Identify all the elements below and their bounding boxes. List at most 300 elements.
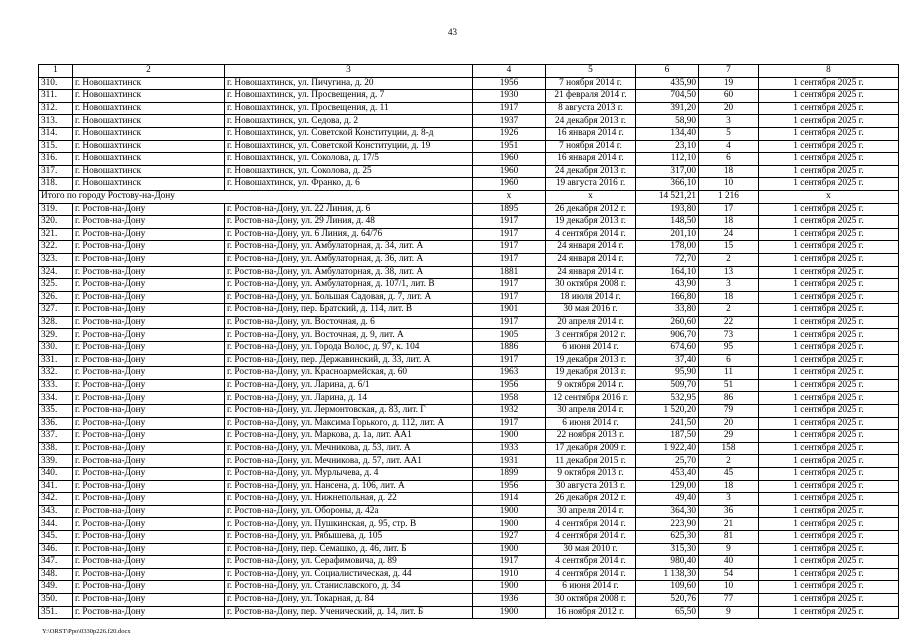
table-row	[39, 102, 899, 115]
cell-cnt: 17	[699, 203, 759, 216]
subtotal-cnt: 1 216	[699, 190, 759, 203]
cell-loc: г. Ростов-на-Дону	[73, 505, 225, 518]
cell-n: 347.	[39, 556, 73, 569]
table-row	[39, 165, 899, 178]
cell-area: 23,10	[636, 140, 699, 153]
cell-area: 364,30	[636, 505, 699, 518]
cell-addr: г. Ростов-на-Дону, ул. Восточная, д. 9, лит. А	[225, 329, 473, 342]
cell-loc: г. Ростов-на-Дону	[73, 493, 225, 506]
cell-addr: г. Ростов-на-Дону, ул. Нижнепольная, д. 22	[225, 493, 473, 506]
cell-addr: г. Ростов-на-Дону, ул. Серафимовича, д. 89	[225, 556, 473, 569]
cell-plan: 1 сентября 2025 г.	[759, 530, 899, 543]
cell-loc: г. Ростов-на-Дону	[73, 203, 225, 216]
table-row	[39, 556, 899, 569]
cell-year: 1956	[473, 379, 546, 392]
cell-cnt: 40	[699, 556, 759, 569]
cell-n: 310.	[39, 77, 73, 90]
cell-date: 26 декабря 2012 г.	[546, 493, 636, 506]
cell-plan: 1 сентября 2025 г.	[759, 593, 899, 606]
cell-cnt: 3	[699, 279, 759, 292]
cell-year: 1900	[473, 505, 546, 518]
cell-date: 6 июня 2014 г.	[546, 417, 636, 430]
cell-addr: г. Ростов-на-Дону, ул. Ларина, д. 6/1	[225, 379, 473, 392]
table-row	[39, 115, 899, 128]
cell-loc: г. Ростов-на-Дону	[73, 216, 225, 229]
cell-area: 164,10	[636, 266, 699, 279]
cell-cnt: 6	[699, 153, 759, 166]
cell-loc: г. Ростов-на-Дону	[73, 354, 225, 367]
cell-plan: 1 сентября 2025 г.	[759, 417, 899, 430]
cell-area: 49,40	[636, 493, 699, 506]
cell-area: 178,00	[636, 241, 699, 254]
cell-addr: г. Ростов-на-Дону, ул. 22 Линия, д. 6	[225, 203, 473, 216]
cell-cnt: 15	[699, 241, 759, 254]
cell-year: 1958	[473, 392, 546, 405]
cell-date: 30 апреля 2014 г.	[546, 405, 636, 418]
cell-plan: 1 сентября 2025 г.	[759, 581, 899, 594]
cell-plan: 1 сентября 2025 г.	[759, 77, 899, 90]
cell-loc: г. Ростов-на-Дону	[73, 606, 225, 619]
cell-n: 342.	[39, 493, 73, 506]
cell-cnt: 21	[699, 518, 759, 531]
cell-addr: г. Ростов-на-Дону, ул. Обороны, д. 42а	[225, 505, 473, 518]
cell-cnt: 81	[699, 530, 759, 543]
cell-plan: 1 сентября 2025 г.	[759, 480, 899, 493]
cell-date: 24 января 2014 г.	[546, 253, 636, 266]
cell-area: 509,70	[636, 379, 699, 392]
cell-plan: 1 сентября 2025 г.	[759, 304, 899, 317]
cell-year: 1917	[473, 279, 546, 292]
cell-addr: г. Новошахтинск, ул. Советской Конституции, д. 19	[225, 140, 473, 153]
cell-plan: 1 сентября 2025 г.	[759, 216, 899, 229]
cell-n: 327.	[39, 304, 73, 317]
cell-year: 1914	[473, 493, 546, 506]
cell-date: 19 августа 2016 г.	[546, 178, 636, 191]
cell-loc: г. Ростов-на-Дону	[73, 241, 225, 254]
cell-date: 26 декабря 2012 г.	[546, 203, 636, 216]
cell-addr: г. Ростов-на-Дону, ул. Токарная, д. 84	[225, 593, 473, 606]
cell-date: 24 января 2014 г.	[546, 266, 636, 279]
cell-loc: г. Ростов-на-Дону	[73, 518, 225, 531]
cell-loc: г. Ростов-на-Дону	[73, 253, 225, 266]
cell-n: 337.	[39, 430, 73, 443]
cell-plan: 1 сентября 2025 г.	[759, 367, 899, 380]
cell-plan: 1 сентября 2025 г.	[759, 316, 899, 329]
cell-addr: г. Новошахтинск, ул. Просвещения, д. 11	[225, 102, 473, 115]
cell-n: 345.	[39, 530, 73, 543]
header-row	[39, 65, 899, 78]
cell-plan: 1 сентября 2025 г.	[759, 140, 899, 153]
cell-addr: г. Ростов-на-Дону, ул. Амбулаторная, д. 34, лит. А	[225, 241, 473, 254]
table-row	[39, 316, 899, 329]
cell-area: 37,40	[636, 354, 699, 367]
cell-date: 4 сентября 2014 г.	[546, 228, 636, 241]
table-row	[39, 178, 899, 191]
cell-n: 322.	[39, 241, 73, 254]
cell-addr: г. Ростов-на-Дону, пер. Державинский, д. 33, лит. А	[225, 354, 473, 367]
cell-n: 318.	[39, 178, 73, 191]
table-row	[39, 253, 899, 266]
cell-plan: 1 сентября 2025 г.	[759, 203, 899, 216]
cell-date: 16 января 2014 г.	[546, 127, 636, 140]
table-row	[39, 203, 899, 216]
cell-year: 1917	[473, 228, 546, 241]
cell-loc: г. Ростов-на-Дону	[73, 581, 225, 594]
cell-year: 1963	[473, 367, 546, 380]
cell-date: 30 мая 2016 г.	[546, 304, 636, 317]
cell-plan: 1 сентября 2025 г.	[759, 90, 899, 103]
cell-area: 201,10	[636, 228, 699, 241]
table-row	[39, 480, 899, 493]
cell-loc: г. Ростов-на-Дону	[73, 417, 225, 430]
page-number: 43	[448, 27, 457, 37]
cell-cnt: 20	[699, 417, 759, 430]
table-row	[39, 392, 899, 405]
cell-n: 319.	[39, 203, 73, 216]
cell-addr: г. Ростов-на-Дону, ул. Максима Горького, д. 112, лит. А	[225, 417, 473, 430]
cell-loc: г. Ростов-на-Дону	[73, 430, 225, 443]
cell-date: 3 сентября 2012 г.	[546, 329, 636, 342]
header-cell: 3	[225, 65, 473, 78]
cell-area: 148,50	[636, 216, 699, 229]
cell-n: 325.	[39, 279, 73, 292]
cell-cnt: 79	[699, 405, 759, 418]
cell-year: 1917	[473, 291, 546, 304]
cell-addr: г. Ростов-на-Дону, ул. Станиславского, д. 34	[225, 581, 473, 594]
cell-addr: г. Новошахтинск, ул. Просвещения, д. 7	[225, 90, 473, 103]
cell-date: 4 сентября 2014 г.	[546, 568, 636, 581]
cell-plan: 1 сентября 2025 г.	[759, 253, 899, 266]
cell-date: 24 января 2014 г.	[546, 241, 636, 254]
cell-n: 313.	[39, 115, 73, 128]
cell-date: 30 августа 2013 г.	[546, 480, 636, 493]
cell-cnt: 95	[699, 342, 759, 355]
cell-loc: г. Ростов-на-Дону	[73, 266, 225, 279]
cell-plan: 1 сентября 2025 г.	[759, 279, 899, 292]
cell-year: 1960	[473, 165, 546, 178]
cell-n: 346.	[39, 543, 73, 556]
cell-date: 9 октября 2014 г.	[546, 379, 636, 392]
cell-loc: г. Ростов-на-Дону	[73, 304, 225, 317]
table-row	[39, 442, 899, 455]
cell-cnt: 36	[699, 505, 759, 518]
cell-loc: г. Ростов-на-Дону	[73, 593, 225, 606]
cell-n: 316.	[39, 153, 73, 166]
cell-n: 324.	[39, 266, 73, 279]
cell-area: 166,80	[636, 291, 699, 304]
cell-n: 334.	[39, 392, 73, 405]
table-row	[39, 530, 899, 543]
cell-addr: г. Ростов-на-Дону, ул. Мурлычева, д. 4	[225, 468, 473, 481]
cell-area: 33,80	[636, 304, 699, 317]
cell-year: 1927	[473, 530, 546, 543]
cell-plan: 1 сентября 2025 г.	[759, 405, 899, 418]
cell-n: 335.	[39, 405, 73, 418]
cell-plan: 1 сентября 2025 г.	[759, 455, 899, 468]
cell-cnt: 51	[699, 379, 759, 392]
cell-area: 109,60	[636, 581, 699, 594]
table-row	[39, 455, 899, 468]
cell-cnt: 73	[699, 329, 759, 342]
cell-loc: г. Новошахтинск	[73, 165, 225, 178]
cell-date: 30 апреля 2014 г.	[546, 505, 636, 518]
cell-addr: г. Новошахтинск, ул. Пичугина, д. 20	[225, 77, 473, 90]
cell-loc: г. Новошахтинск	[73, 140, 225, 153]
cell-cnt: 2	[699, 304, 759, 317]
cell-year: 1956	[473, 480, 546, 493]
cell-n: 330.	[39, 342, 73, 355]
header-cell: 7	[699, 65, 759, 78]
cell-plan: 1 сентября 2025 г.	[759, 178, 899, 191]
cell-area: 187,50	[636, 430, 699, 443]
cell-year: 1931	[473, 455, 546, 468]
cell-year: 1936	[473, 593, 546, 606]
cell-plan: 1 сентября 2025 г.	[759, 518, 899, 531]
cell-addr: г. Новошахтинск, ул. Седова, д. 2	[225, 115, 473, 128]
cell-cnt: 10	[699, 178, 759, 191]
cell-year: 1917	[473, 354, 546, 367]
cell-n: 329.	[39, 329, 73, 342]
cell-n: 312.	[39, 102, 73, 115]
register-table	[38, 64, 899, 619]
subtotal-label: Итого по городу Ростову-на-Дону	[39, 190, 473, 203]
cell-addr: г. Новошахтинск, ул. Франко, д. 6	[225, 178, 473, 191]
table-row	[39, 90, 899, 103]
cell-date: 7 ноября 2014 г.	[546, 140, 636, 153]
cell-year: 1900	[473, 430, 546, 443]
cell-area: 391,20	[636, 102, 699, 115]
cell-loc: г. Ростов-на-Дону	[73, 568, 225, 581]
cell-loc: г. Ростов-на-Дону	[73, 480, 225, 493]
cell-addr: г. Ростов-на-Дону, ул. Большая Садовая, д. 7, лит. А	[225, 291, 473, 304]
cell-plan: 1 сентября 2025 г.	[759, 543, 899, 556]
cell-cnt: 77	[699, 593, 759, 606]
cell-n: 328.	[39, 316, 73, 329]
cell-area: 241,50	[636, 417, 699, 430]
cell-year: 1937	[473, 115, 546, 128]
cell-cnt: 10	[699, 581, 759, 594]
table-row	[39, 568, 899, 581]
cell-cnt: 60	[699, 90, 759, 103]
cell-cnt: 13	[699, 266, 759, 279]
cell-n: 311.	[39, 90, 73, 103]
cell-n: 339.	[39, 455, 73, 468]
cell-cnt: 29	[699, 430, 759, 443]
cell-cnt: 22	[699, 316, 759, 329]
cell-cnt: 18	[699, 480, 759, 493]
cell-area: 193,80	[636, 203, 699, 216]
cell-year: 1895	[473, 203, 546, 216]
cell-area: 1 520,20	[636, 405, 699, 418]
cell-date: 12 сентября 2016 г.	[546, 392, 636, 405]
cell-n: 333.	[39, 379, 73, 392]
table-row	[39, 430, 899, 443]
cell-area: 435,90	[636, 77, 699, 90]
table-row	[39, 304, 899, 317]
cell-plan: 1 сентября 2025 г.	[759, 115, 899, 128]
cell-loc: г. Новошахтинск	[73, 178, 225, 191]
cell-year: 1881	[473, 266, 546, 279]
table-row	[39, 593, 899, 606]
cell-addr: г. Ростов-на-Дону, ул. 29 Линия, д. 48	[225, 216, 473, 229]
cell-year: 1900	[473, 518, 546, 531]
cell-addr: г. Ростов-на-Дону, пер. Братский, д. 114, лит. В	[225, 304, 473, 317]
table-row	[39, 153, 899, 166]
header-cell: 6	[636, 65, 699, 78]
cell-plan: 1 сентября 2025 г.	[759, 468, 899, 481]
cell-year: 1917	[473, 417, 546, 430]
cell-cnt: 18	[699, 165, 759, 178]
cell-n: 344.	[39, 518, 73, 531]
cell-date: 6 июня 2014 г.	[546, 342, 636, 355]
cell-loc: г. Ростов-на-Дону	[73, 342, 225, 355]
table-row	[39, 266, 899, 279]
cell-addr: г. Ростов-на-Дону, ул. Ларина, д. 14	[225, 392, 473, 405]
cell-cnt: 18	[699, 216, 759, 229]
cell-year: 1900	[473, 543, 546, 556]
cell-n: 326.	[39, 291, 73, 304]
cell-year: 1917	[473, 316, 546, 329]
cell-date: 30 октября 2008 г.	[546, 279, 636, 292]
table-row	[39, 342, 899, 355]
cell-area: 95,90	[636, 367, 699, 380]
cell-date: 7 ноября 2014 г.	[546, 77, 636, 90]
cell-n: 340.	[39, 468, 73, 481]
cell-addr: г. Ростов-на-Дону, ул. 6 Линия, д. 64/76	[225, 228, 473, 241]
subtotal-area: 14 521,21	[636, 190, 699, 203]
cell-addr: г. Ростов-на-Дону, ул. Города Волос, д. 97, к. 104	[225, 342, 473, 355]
cell-addr: г. Ростов-на-Дону, пер. Ученический, д. 14, лит. Б	[225, 606, 473, 619]
cell-plan: 1 сентября 2025 г.	[759, 153, 899, 166]
cell-addr: г. Ростов-на-Дону, ул. Нансена, д. 106, лит. А	[225, 480, 473, 493]
table-row	[39, 216, 899, 229]
cell-year: 1960	[473, 178, 546, 191]
cell-area: 520,76	[636, 593, 699, 606]
cell-plan: 1 сентября 2025 г.	[759, 505, 899, 518]
cell-addr: г. Новошахтинск, ул. Соколова, д. 25	[225, 165, 473, 178]
cell-cnt: 19	[699, 77, 759, 90]
cell-year: 1899	[473, 468, 546, 481]
cell-plan: 1 сентября 2025 г.	[759, 342, 899, 355]
cell-cnt: 3	[699, 493, 759, 506]
cell-year: 1933	[473, 442, 546, 455]
cell-plan: 1 сентября 2025 г.	[759, 127, 899, 140]
cell-date: 4 сентября 2014 г.	[546, 556, 636, 569]
cell-date: 16 января 2014 г.	[546, 153, 636, 166]
cell-plan: 1 сентября 2025 г.	[759, 568, 899, 581]
table-row	[39, 354, 899, 367]
cell-loc: г. Ростов-на-Дону	[73, 279, 225, 292]
table-row	[39, 518, 899, 531]
cell-cnt: 2	[699, 455, 759, 468]
cell-cnt: 24	[699, 228, 759, 241]
table-row	[39, 493, 899, 506]
cell-loc: г. Ростов-на-Дону	[73, 379, 225, 392]
cell-area: 58,90	[636, 115, 699, 128]
cell-addr: г. Новошахтинск, ул. Советской Конституции, д. 8-д	[225, 127, 473, 140]
cell-plan: 1 сентября 2025 г.	[759, 291, 899, 304]
cell-year: 1956	[473, 77, 546, 90]
cell-year: 1910	[473, 568, 546, 581]
cell-area: 674,60	[636, 342, 699, 355]
header-cell: 4	[473, 65, 546, 78]
cell-year: 1917	[473, 241, 546, 254]
cell-addr: г. Ростов-на-Дону, пер. Семашко, д. 46, лит. Б	[225, 543, 473, 556]
cell-area: 317,00	[636, 165, 699, 178]
cell-addr: г. Ростов-на-Дону, ул. Маркова, д. 1а, лит. АА1	[225, 430, 473, 443]
cell-addr: г. Ростов-на-Дону, ул. Мечникова, д. 53, лит. А	[225, 442, 473, 455]
cell-loc: г. Ростов-на-Дону	[73, 316, 225, 329]
subtotal-year: х	[473, 190, 546, 203]
cell-loc: г. Новошахтинск	[73, 153, 225, 166]
cell-n: 331.	[39, 354, 73, 367]
cell-cnt: 20	[699, 102, 759, 115]
cell-cnt: 4	[699, 140, 759, 153]
cell-plan: 1 сентября 2025 г.	[759, 241, 899, 254]
cell-year: 1917	[473, 216, 546, 229]
cell-n: 341.	[39, 480, 73, 493]
cell-cnt: 9	[699, 543, 759, 556]
cell-loc: г. Ростов-на-Дону	[73, 442, 225, 455]
cell-area: 129,00	[636, 480, 699, 493]
cell-addr: г. Ростов-на-Дону, ул. Социалистическая, д. 44	[225, 568, 473, 581]
cell-loc: г. Ростов-на-Дону	[73, 556, 225, 569]
cell-date: 21 февраля 2014 г.	[546, 90, 636, 103]
cell-n: 348.	[39, 568, 73, 581]
cell-addr: г. Ростов-на-Дону, ул. Амбулаторная, д. 107/1, лит. В	[225, 279, 473, 292]
table-row	[39, 379, 899, 392]
cell-cnt: 11	[699, 367, 759, 380]
cell-addr: г. Ростов-на-Дону, ул. Красноармейская, д. 60	[225, 367, 473, 380]
cell-area: 260,60	[636, 316, 699, 329]
cell-date: 24 декабря 2013 г.	[546, 115, 636, 128]
cell-plan: 1 сентября 2025 г.	[759, 379, 899, 392]
cell-loc: г. Новошахтинск	[73, 102, 225, 115]
cell-cnt: 86	[699, 392, 759, 405]
cell-year: 1900	[473, 606, 546, 619]
cell-date: 16 ноября 2012 г.	[546, 606, 636, 619]
cell-date: 4 сентября 2014 г.	[546, 530, 636, 543]
table-row	[39, 329, 899, 342]
table-row	[39, 606, 899, 619]
cell-loc: г. Ростов-на-Дону	[73, 367, 225, 380]
cell-cnt: 2	[699, 253, 759, 266]
cell-loc: г. Новошахтинск	[73, 90, 225, 103]
cell-loc: г. Ростов-на-Дону	[73, 291, 225, 304]
cell-cnt: 9	[699, 606, 759, 619]
cell-cnt: 18	[699, 291, 759, 304]
cell-date: 6 июня 2014 г.	[546, 581, 636, 594]
cell-year: 1900	[473, 581, 546, 594]
cell-loc: г. Новошахтинск	[73, 115, 225, 128]
table-row	[39, 543, 899, 556]
table-row	[39, 140, 899, 153]
subtotal-date: х	[546, 190, 636, 203]
cell-loc: г. Ростов-на-Дону	[73, 228, 225, 241]
cell-n: 314.	[39, 127, 73, 140]
table-row	[39, 77, 899, 90]
cell-area: 65,50	[636, 606, 699, 619]
cell-date: 19 декабря 2013 г.	[546, 216, 636, 229]
cell-plan: 1 сентября 2025 г.	[759, 354, 899, 367]
cell-year: 1960	[473, 153, 546, 166]
cell-date: 17 декабря 2009 г.	[546, 442, 636, 455]
cell-cnt: 45	[699, 468, 759, 481]
cell-n: 317.	[39, 165, 73, 178]
cell-area: 1 138,30	[636, 568, 699, 581]
cell-loc: г. Ростов-на-Дону	[73, 455, 225, 468]
cell-area: 223,90	[636, 518, 699, 531]
